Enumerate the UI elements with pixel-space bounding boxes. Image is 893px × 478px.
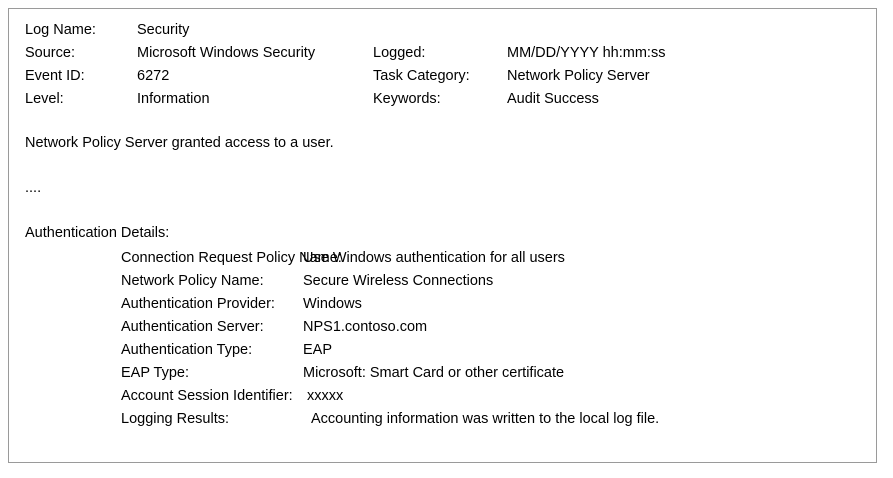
level-value: Information [137,91,210,107]
event-id-value: 6272 [137,68,170,84]
event-header-row-source [25,46,860,69]
detail-row [25,274,860,297]
event-header-row-log-name [25,23,860,46]
detail-value-authentication-server: NPS1.contoso.com [303,319,428,335]
event-detail-content [9,9,876,435]
detail-key-network-policy-name: Network Policy Name: [121,273,264,289]
level-label: Level: [25,91,64,107]
task-category-value: Network Policy Server [507,68,650,84]
detail-row [25,320,860,343]
detail-key-eap-type: EAP Type: [121,365,189,381]
detail-key-logging-results: Logging Results: [121,411,230,427]
event-header-row-event-id [25,69,860,92]
logged-value: MM/DD/YYYY hh:mm:ss [507,45,666,61]
detail-value-connection-request-policy-name: Use Windows authentication for all users [303,250,565,266]
log-name-label: Log Name: [25,22,96,38]
detail-row [25,366,860,389]
description-ellipsis-spacer [25,159,860,181]
detail-value-logging-results: Accounting information was written to the local log file. [311,411,660,427]
keywords-value: Audit Success [507,91,599,107]
detail-value-authentication-type: EAP [303,342,333,358]
header-description-spacer [25,115,860,136]
detail-row [25,343,860,366]
keywords-label: Keywords: [373,91,441,107]
event-truncation-ellipsis: .... [25,180,42,196]
detail-key-connection-request-policy-name: Connection Request Policy Name: [121,250,342,266]
event-description: Network Policy Server granted access to a user. [25,135,334,151]
detail-row [25,389,860,412]
authentication-details-title: Authentication Details: [25,225,170,241]
detail-key-authentication-server: Authentication Server: [121,319,264,335]
detail-value-authentication-provider: Windows [303,296,362,312]
authentication-details-table [25,251,860,435]
logged-label: Logged: [373,45,426,61]
detail-value-account-session-identifier: xxxxx [307,388,344,404]
detail-row [25,412,860,435]
task-category-label: Task Category: [373,68,470,84]
detail-key-authentication-type: Authentication Type: [121,342,253,358]
detail-value-network-policy-name: Secure Wireless Connections [303,273,494,289]
detail-key-authentication-provider: Authentication Provider: [121,296,275,312]
detail-row [25,251,860,274]
detail-row [25,297,860,320]
detail-value-eap-type: Microsoft: Smart Card or other certificate [303,365,565,381]
event-header-row-level [25,92,860,115]
event-detail-card [8,8,877,463]
detail-key-account-session-identifier: Account Session Identifier: [121,388,293,404]
ellipsis-details-spacer [25,204,860,226]
event-id-label: Event ID: [25,68,85,84]
source-label: Source: [25,45,75,61]
log-name-value: Security [137,22,190,38]
source-value: Microsoft Windows Security [137,45,316,61]
